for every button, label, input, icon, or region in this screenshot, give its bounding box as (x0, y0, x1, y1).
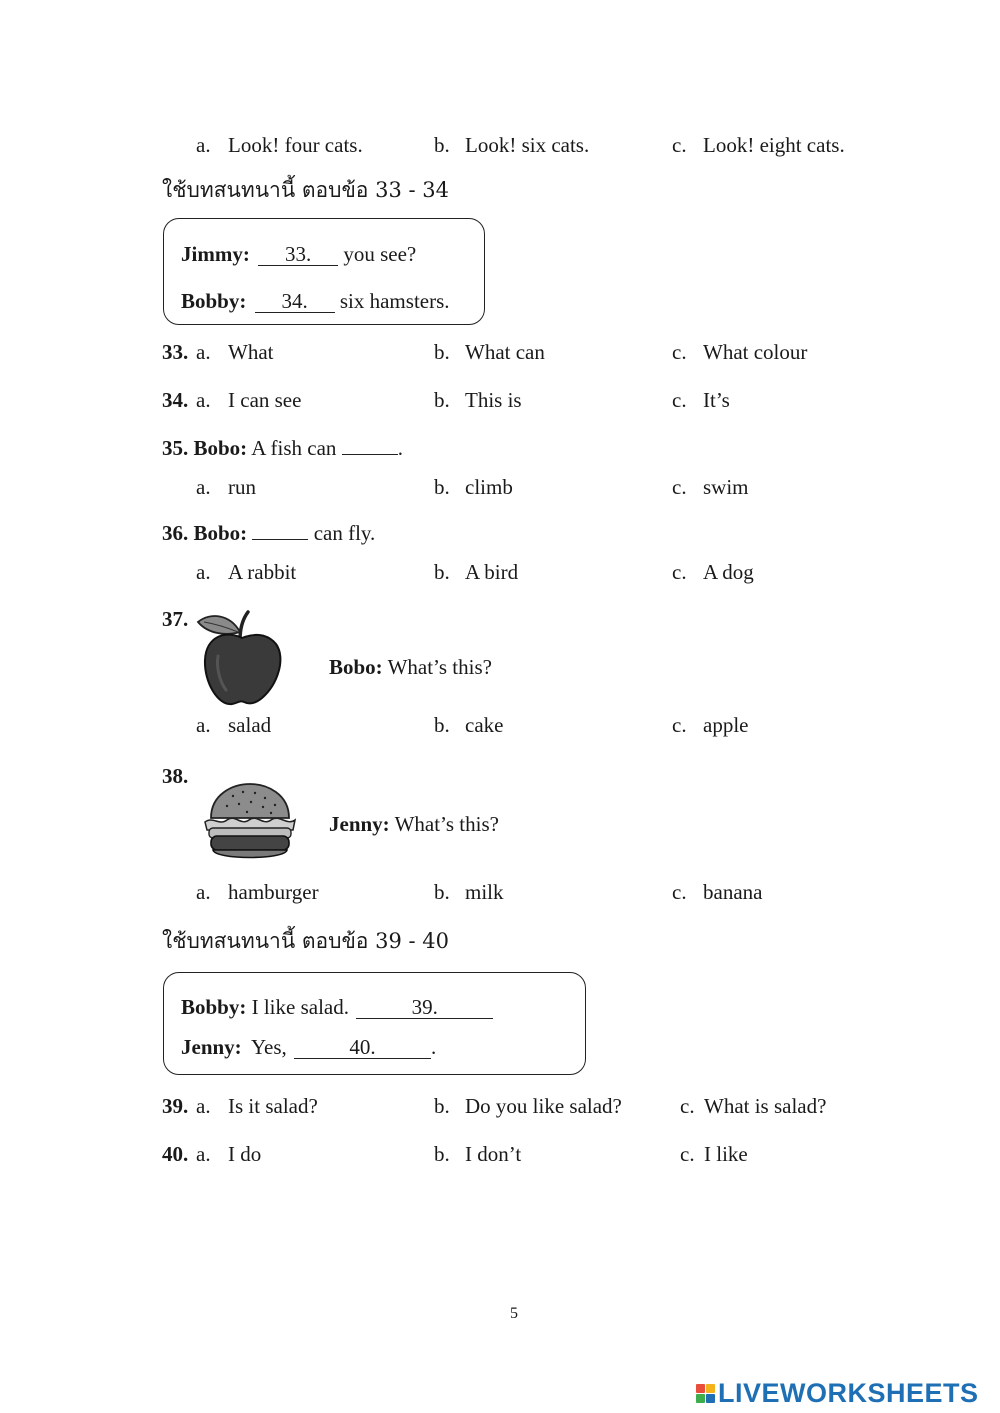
q32-option-c[interactable]: Look! eight cats. (703, 133, 845, 157)
speaker-bobo: Bobo: (329, 655, 383, 679)
q36-option-c[interactable]: A dog (703, 560, 754, 584)
option-c-label: c. (672, 388, 687, 412)
option-b-label: b. (434, 713, 450, 737)
option-c-label: c. (672, 880, 687, 904)
option-c-label: c. (672, 475, 687, 499)
q36-option-a[interactable]: A rabbit (228, 560, 297, 584)
option-b-label: b. (434, 560, 450, 584)
speaker-bobby: Bobby: (181, 289, 247, 313)
option-a-label: a. (196, 133, 211, 157)
speaker-jimmy: Jimmy: (181, 242, 250, 266)
option-a-label: a. (196, 1142, 211, 1166)
option-c-label: c. (680, 1142, 695, 1166)
q33-option-b[interactable]: What can (465, 340, 545, 364)
option-a-label: a. (196, 880, 211, 904)
option-b-label: b. (434, 133, 450, 157)
question-number-40: 40. (162, 1142, 189, 1166)
blank-34[interactable]: 34. (255, 290, 335, 313)
q32-option-b[interactable]: Look! six cats. (465, 133, 590, 157)
option-b-label: b. (434, 1142, 450, 1166)
q39-option-a[interactable]: Is it salad? (228, 1094, 318, 1118)
speaker-bobo: Bobo: (193, 436, 248, 460)
q40-option-c[interactable]: I like (704, 1142, 748, 1166)
page-number: 5 (510, 1305, 518, 1322)
q39-option-c[interactable]: What is salad? (704, 1094, 827, 1118)
section-instruction-33-34: ใช้บทสนทนานี้ ตอบข้อ 33 - 34 (162, 178, 449, 202)
logo-mark-icon (696, 1384, 715, 1403)
option-a-label: a. (196, 388, 211, 412)
option-a-label: a. (196, 475, 211, 499)
question-number-34: 34. (162, 388, 189, 412)
option-b-label: b. (434, 1094, 450, 1118)
question-number-33: 33. (162, 340, 189, 364)
q38-prompt-text: What’s this? (394, 812, 499, 836)
option-b-label: b. (434, 340, 450, 364)
q38-option-c[interactable]: banana (703, 880, 763, 904)
q34-option-c[interactable]: It’s (703, 388, 730, 412)
blank-33[interactable]: 33. (258, 243, 338, 266)
question-number-36: 36. (162, 521, 189, 545)
speaker-bobo: Bobo: (193, 521, 248, 545)
option-c-label: c. (672, 133, 687, 157)
question-number-35: 35. (162, 436, 189, 460)
section-instruction-39-40: ใช้บทสนทนานี้ ตอบข้อ 39 - 40 (162, 929, 449, 953)
q33-option-a[interactable]: What (228, 340, 274, 364)
dialog1-line1-text: you see? (343, 242, 417, 266)
speaker-jenny: Jenny: (329, 812, 390, 836)
speaker-bobby: Bobby: (181, 995, 247, 1019)
question-37-prompt (329, 657, 492, 678)
dialog2-line1 (181, 996, 493, 1019)
q39-option-b[interactable]: Do you like salad? (465, 1094, 622, 1118)
q37-option-b[interactable]: cake (465, 713, 504, 737)
q38-option-a[interactable]: hamburger (228, 880, 319, 904)
option-b-label: b. (434, 880, 450, 904)
dialog2-line1-text: I like salad. (251, 995, 349, 1019)
option-c-label: c. (680, 1094, 695, 1118)
dialog2-line2-end: . (431, 1035, 437, 1059)
option-a-label: a. (196, 560, 211, 584)
option-b-label: b. (434, 475, 450, 499)
question-number-37: 37. (162, 607, 189, 631)
q34-option-a[interactable]: I can see (228, 388, 302, 412)
dialog1-line2-text: six hamsters. (339, 289, 450, 313)
blank-40[interactable]: 40. (294, 1036, 431, 1059)
blank-35[interactable] (342, 439, 398, 455)
question-38-prompt (329, 814, 499, 835)
question-35-prompt (162, 438, 403, 459)
dialog-box-39-40 (163, 972, 586, 1075)
option-c-label: c. (672, 560, 687, 584)
option-c-label: c. (672, 713, 687, 737)
option-b-label: b. (434, 388, 450, 412)
dialog2-line2 (181, 1036, 436, 1059)
blank-39[interactable]: 39. (356, 996, 493, 1019)
q32-option-a[interactable]: Look! four cats. (228, 133, 363, 157)
q35-option-b[interactable]: climb (465, 475, 513, 499)
q33-option-c[interactable]: What colour (703, 340, 808, 364)
q35-prompt-end: . (397, 436, 403, 460)
q40-option-a[interactable]: I do (228, 1142, 262, 1166)
option-a-label: a. (196, 1094, 211, 1118)
q35-prompt-text: A fish can (251, 436, 337, 460)
apple-picture (196, 610, 288, 706)
q37-prompt-text: What’s this? (387, 655, 492, 679)
q36-prompt-text: can fly. (313, 521, 376, 545)
speaker-jenny: Jenny: (181, 1035, 242, 1059)
blank-36[interactable] (252, 524, 308, 540)
liveworksheets-logo (696, 1378, 979, 1408)
q38-option-b[interactable]: milk (465, 880, 504, 904)
q35-option-a[interactable]: run (228, 475, 256, 499)
option-c-label: c. (672, 340, 687, 364)
dialog1-line2 (181, 290, 450, 313)
q34-option-b[interactable]: This is (465, 388, 522, 412)
hamburger-picture (203, 780, 297, 864)
question-36-prompt (162, 523, 375, 544)
dialog1-line1 (181, 243, 416, 266)
q35-option-c[interactable]: swim (703, 475, 749, 499)
q40-option-b[interactable]: I don’t (465, 1142, 522, 1166)
option-a-label: a. (196, 713, 211, 737)
q36-option-b[interactable]: A bird (465, 560, 519, 584)
option-a-label: a. (196, 340, 211, 364)
question-number-39: 39. (162, 1094, 189, 1118)
q37-option-a[interactable]: salad (228, 713, 272, 737)
q37-option-c[interactable]: apple (703, 713, 749, 737)
dialog2-line2-text: Yes, (250, 1035, 287, 1059)
logo-text: LIVEWORKSHEETS (718, 1377, 979, 1408)
question-number-38: 38. (162, 764, 189, 788)
